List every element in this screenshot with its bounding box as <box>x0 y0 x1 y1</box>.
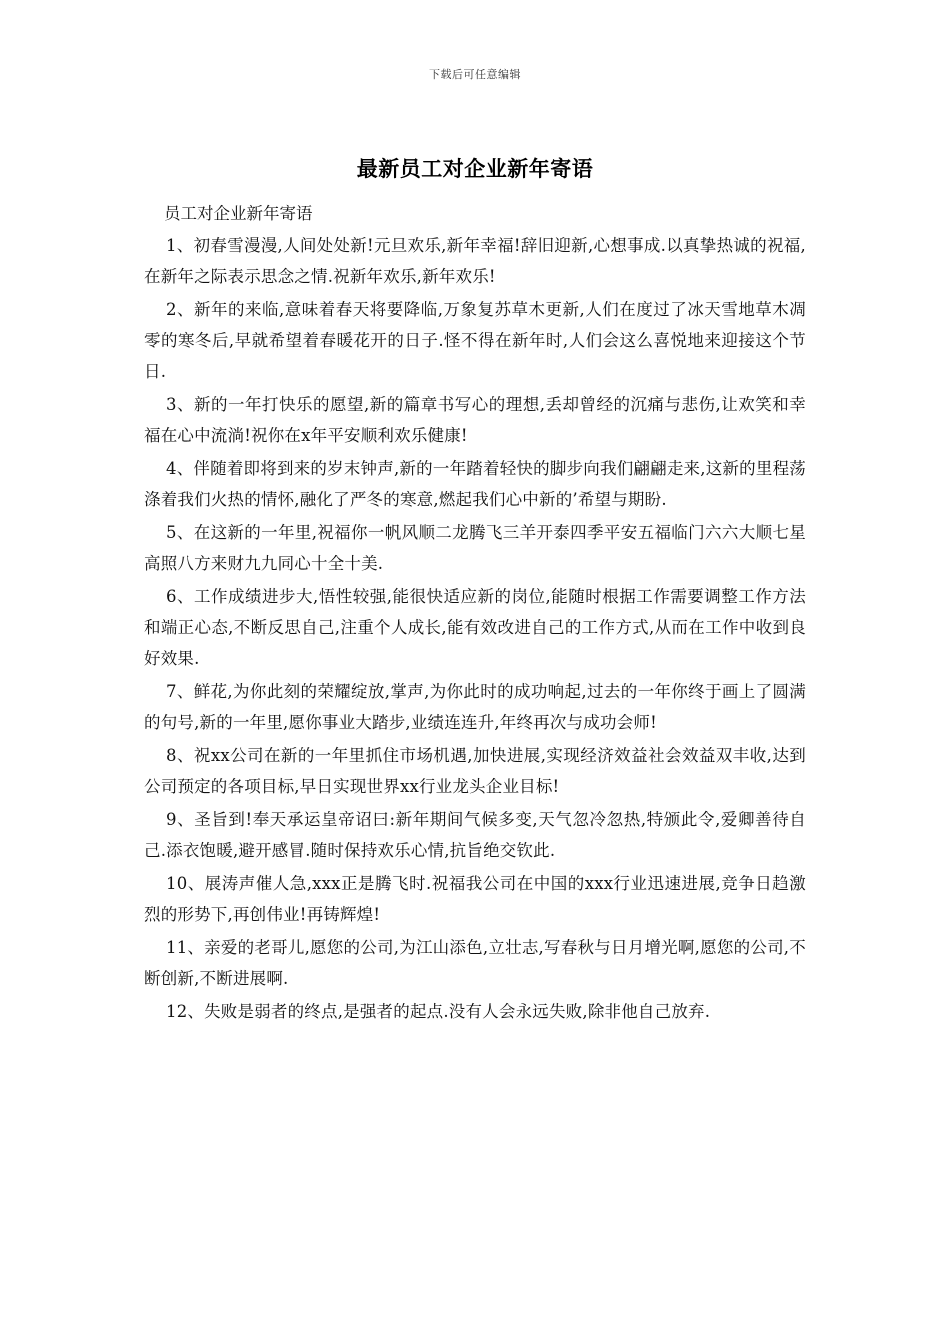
document-title: 最新员工对企业新年寄语 <box>356 156 594 181</box>
document-subtitle: 员工对企业新年寄语 <box>164 204 313 223</box>
paragraph-7: 7、鲜花,为你此刻的荣耀绽放,掌声,为你此时的成功响起,过去的一年你终于画上了圆满的句号,新的一年里,愿你事业大踏步,业绩连连升,年终再次与成功会师! <box>144 682 806 732</box>
paragraph-3: 3、新的一年打快乐的愿望,新的篇章书写心的理想,丢却曾经的沉痛与悲伤,让欢笑和幸福在心中流淌!祝你在x年平安顺利欢乐健康! <box>144 395 806 445</box>
paragraph-11: 11、亲爱的老哥儿,愿您的公司,为江山添色,立壮志,写春秋与日月增光啊,愿您的公司,不断创新,不断进展啊. <box>144 938 806 988</box>
paragraph-4: 4、伴随着即将到来的岁末钟声,新的一年踏着轻快的脚步向我们翩翩走来,这新的里程荡涤着我们火热的情怀,融化了严冬的寒意,燃起我们心中新的’希望与期盼. <box>144 459 806 509</box>
paragraph-1: 1、初春雪漫漫,人间处处新!元旦欢乐,新年幸福!辞旧迎新,心想事成.以真挚热诚的祝福,在新年之际表示思念之情.祝新年欢乐,新年欢乐! <box>144 236 806 286</box>
document-body <box>144 198 806 1027</box>
header-note: 下载后可任意编辑 <box>429 68 521 81</box>
paragraph-6: 6、工作成绩进步大,悟性较强,能很快适应新的岗位,能随时根据工作需要调整工作方法和端正心态,不断反思自己,注重个人成长,能有效改进自己的工作方式,从而在工作中收到良好效果. <box>144 587 806 668</box>
paragraph-8: 8、祝xx公司在新的一年里抓住市场机遇,加快进展,实现经济效益社会效益双丰收,达到公司预定的各项目标,早日实现世界xx行业龙头企业目标! <box>144 746 806 796</box>
paragraph-9: 9、圣旨到!奉天承运皇帝诏曰:新年期间气候多变,天气忽冷忽热,特颁此令,爱卿善待自己.添衣饱暖,避开感冒.随时保持欢乐心情,抗旨绝交钦此. <box>144 810 806 860</box>
paragraph-12: 12、失败是弱者的终点,是强者的起点.没有人会永远失败,除非他自己放弃. <box>166 1002 711 1021</box>
paragraph-10: 10、展涛声催人急,xxx正是腾飞时.祝福我公司在中国的xxx行业迅速进展,竞争日趋激烈的形势下,再创伟业!再铸辉煌! <box>144 874 806 924</box>
paragraph-2: 2、新年的来临,意味着春天将要降临,万象复苏草木更新,人们在度过了冰天雪地草木凋零的寒冬后,早就希望着春暖花开的日子.怪不得在新年时,人们会这么喜悦地来迎接这个节日. <box>144 300 806 381</box>
paragraph-5: 5、在这新的一年里,祝福你一帆风顺二龙腾飞三羊开泰四季平安五福临门六六大顺七星高照八方来财九九同心十全十美. <box>144 523 806 573</box>
